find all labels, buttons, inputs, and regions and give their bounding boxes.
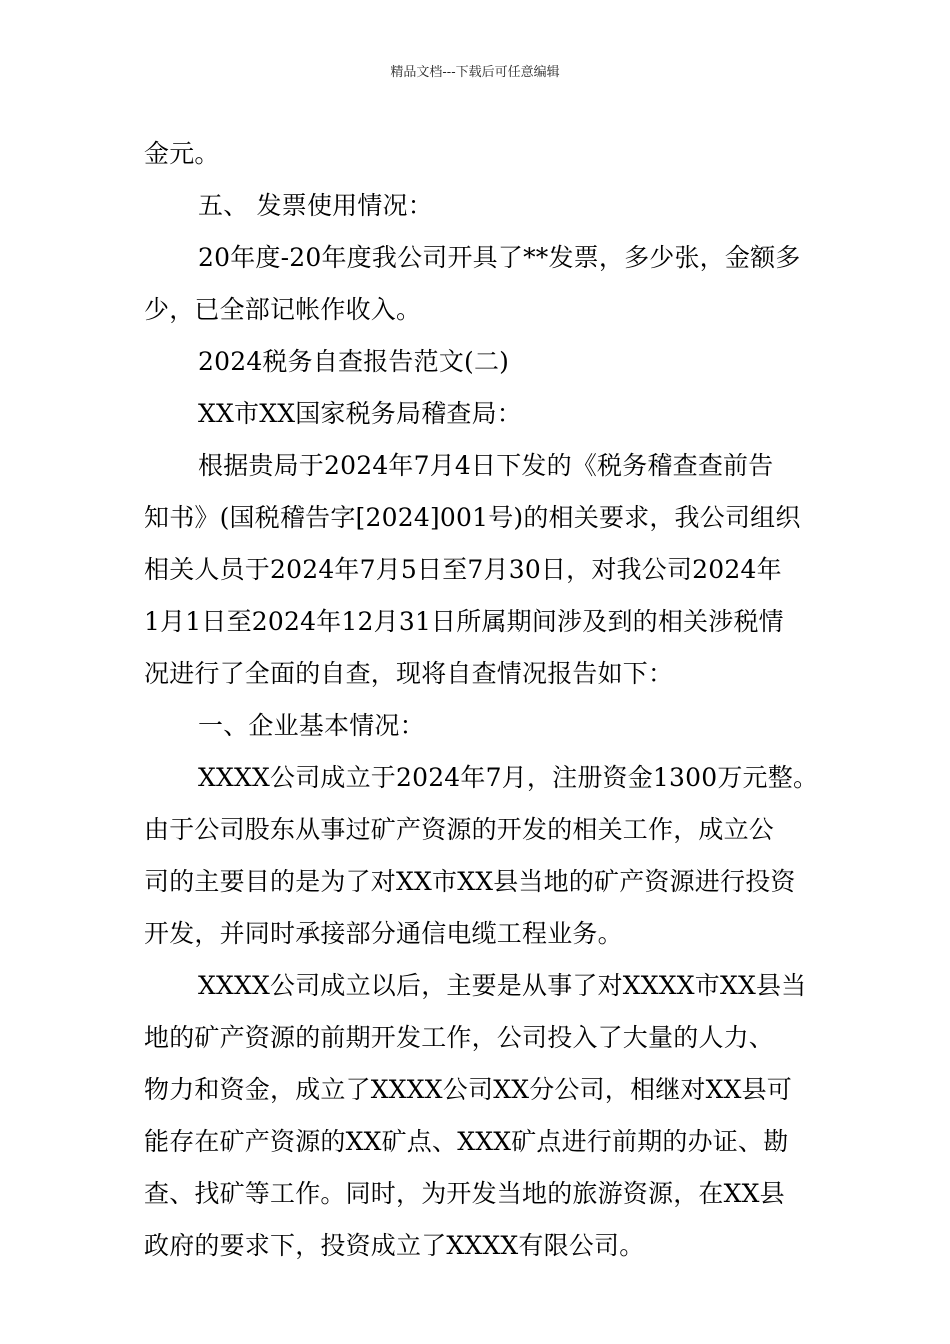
text-line: 20年度-20年度我公司开具了**发票，多少张，金额多 [198, 243, 801, 272]
addressee: XX市XX国家税务局稽查局： [198, 399, 522, 428]
text-line: 由于公司股东从事过矿产资源的开发的相关工作，成立公 [144, 815, 775, 844]
text-line: 少，已全部记帐作收入。 [144, 295, 422, 324]
text-line: 根据贵局于2024年7月4日下发的《税务稽查查前告 [198, 451, 774, 480]
document-title: 2024税务自查报告范文(二) [198, 347, 510, 376]
text-line: 金元。 [144, 139, 220, 168]
section-heading-invoice-usage: 五、 发票使用情况： [198, 191, 433, 220]
document-body [144, 128, 819, 1272]
page-header: 精品文档---下载后可任意编辑 [390, 65, 560, 80]
text-line: 地的矿产资源的前期开发工作，公司投入了大量的人力、 [144, 1023, 775, 1052]
text-line: XXXX公司成立以后，主要是从事了对XXXX市XX县当 [198, 971, 807, 1000]
text-line: 相关人员于2024年7月5日至7月30日，对我公司2024年 [144, 555, 782, 584]
text-line: 况进行了全面的自查，现将自查情况报告如下： [144, 659, 674, 688]
text-line: 查、找矿等工作。同时，为开发当地的旅游资源，在XX县 [144, 1179, 785, 1208]
text-line: 政府的要求下，投资成立了XXXX有限公司。 [144, 1231, 645, 1260]
section-heading-company-info: 一、企业基本情况： [198, 711, 425, 740]
text-line: 物力和资金，成立了XXXX公司XX分公司，相继对XX县可 [144, 1075, 792, 1104]
text-line: 知书》(国税稽告字[2024]001号)的相关要求，我公司组织 [144, 503, 801, 532]
text-line: 1月1日至2024年12月31日所属期间涉及到的相关涉税情 [144, 607, 784, 636]
text-line: 开发，并同时承接部分通信电缆工程业务。 [144, 919, 623, 948]
text-line: XXXX公司成立于2024年7月，注册资金1300万元整。 [198, 763, 819, 792]
text-line: 司的主要目的是为了对XX市XX县当地的矿产资源进行投资 [144, 867, 796, 896]
text-line: 能存在矿产资源的XX矿点、XXX矿点进行前期的办证、勘 [144, 1127, 789, 1156]
